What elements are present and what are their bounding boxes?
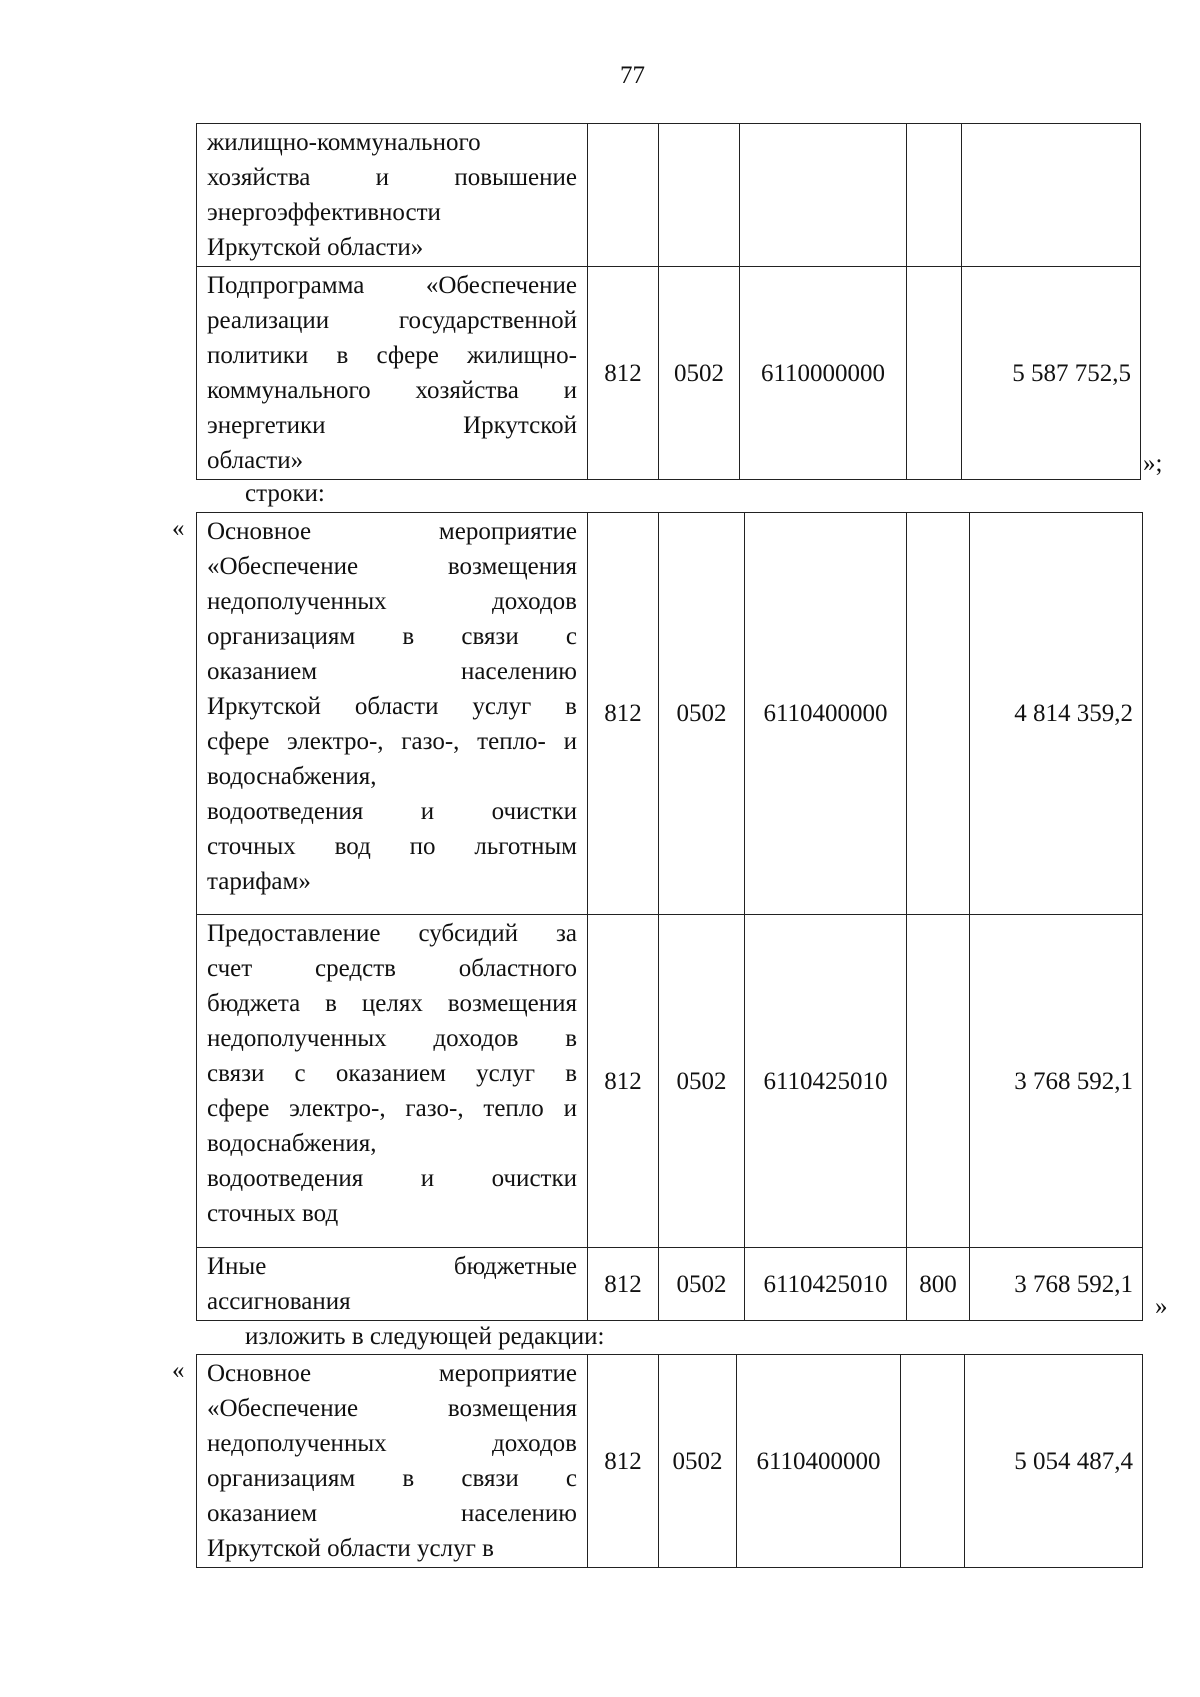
name-line: Основное мероприятие — [207, 1360, 577, 1387]
cs-cell: 6110400000 — [737, 1355, 901, 1568]
name-line: «Обеспечение возмещения — [207, 1395, 577, 1422]
name-line: Иркутской области услуг в — [207, 1535, 494, 1562]
name-line: сфере электро-, газо-, тепло- и — [207, 728, 577, 755]
name-line: реализации государственной — [207, 307, 577, 334]
label-rows: строки: — [245, 480, 325, 507]
opening-quote: « — [172, 515, 185, 542]
name-line: Иркутской области» — [207, 234, 424, 261]
gr-cell: 812 — [588, 915, 659, 1248]
name-line: водоотведения и очистки — [207, 1165, 577, 1192]
name-line: сфере электро-, газо-, тепло и — [207, 1095, 577, 1122]
name-line: хозяйства и повышение — [207, 164, 577, 191]
gr-cell: 812 — [588, 513, 659, 915]
name-line: ассигнования — [207, 1288, 351, 1315]
label-edit: изложить в следующей редакции: — [245, 1323, 605, 1350]
table-row — [197, 267, 1141, 480]
budget-table-continuation — [196, 123, 1141, 480]
rz-cell: 0502 — [659, 1355, 737, 1568]
cs-cell: 6110400000 — [745, 513, 907, 915]
name-line: бюджета в целях возмещения — [207, 990, 577, 1017]
name-line: водоотведения и очистки — [207, 798, 577, 825]
vr-cell — [907, 267, 962, 480]
row-name — [197, 124, 588, 267]
sum-cell: 4 814 359,2 — [970, 513, 1143, 915]
sum-cell: 3 768 592,1 — [970, 1248, 1143, 1321]
cs-cell — [740, 124, 907, 267]
table-row — [197, 1355, 1143, 1568]
table-row — [197, 915, 1143, 1248]
name-line: Предоставление субсидий за — [207, 920, 577, 947]
name-line: водоснабжения, — [207, 763, 377, 790]
name-line: «Обеспечение возмещения — [207, 553, 577, 580]
name-line: счет средств областного — [207, 955, 577, 982]
table-row — [197, 1248, 1143, 1321]
name-line: тарифам» — [207, 868, 311, 895]
rz-cell: 0502 — [659, 915, 745, 1248]
cs-cell: 6110425010 — [745, 915, 907, 1248]
name-line: недополученных доходов в — [207, 1025, 577, 1052]
closing-quote: » — [1155, 1293, 1168, 1320]
name-line: связи с оказанием услуг в — [207, 1060, 577, 1087]
vr-cell: 800 — [907, 1248, 970, 1321]
vr-cell — [907, 124, 962, 267]
sum-cell — [962, 124, 1141, 267]
name-line: организациям в связи с — [207, 623, 577, 650]
vr-cell — [907, 513, 970, 915]
name-line: области» — [207, 447, 304, 474]
page-number-text: 77 — [620, 62, 645, 89]
name-line: недополученных доходов — [207, 588, 577, 615]
rz-cell: 0502 — [659, 1248, 745, 1321]
closing-quote: »; — [1143, 450, 1163, 477]
row-name — [197, 1248, 588, 1321]
sum-cell: 5 054 487,4 — [965, 1355, 1143, 1568]
budget-table-rows — [196, 512, 1143, 1321]
sum-cell: 3 768 592,1 — [970, 915, 1143, 1248]
name-line: политики в сфере жилищно- — [207, 342, 577, 369]
name-line: водоснабжения, — [207, 1130, 377, 1157]
rz-cell — [659, 124, 740, 267]
name-line: Иные бюджетные — [207, 1253, 577, 1280]
name-line: сточных вод — [207, 1200, 339, 1227]
gr-cell: 812 — [588, 1355, 659, 1568]
table-row — [197, 513, 1143, 915]
gr-cell: 812 — [588, 1248, 659, 1321]
name-line: недополученных доходов — [207, 1430, 577, 1457]
gr-cell — [588, 124, 659, 267]
name-line: Основное мероприятие — [207, 518, 577, 545]
name-line: организациям в связи с — [207, 1465, 577, 1492]
vr-cell — [901, 1355, 965, 1568]
name-line: энергетики Иркутской — [207, 412, 577, 439]
rz-cell: 0502 — [659, 513, 745, 915]
gr-cell: 812 — [588, 267, 659, 480]
cs-cell: 6110000000 — [740, 267, 907, 480]
sum-cell: 5 587 752,5 — [962, 267, 1141, 480]
vr-cell — [907, 915, 970, 1248]
cs-cell: 6110425010 — [745, 1248, 907, 1321]
row-name — [197, 915, 588, 1248]
table-row — [197, 124, 1141, 267]
name-line: жилищно-коммунального — [207, 129, 481, 156]
row-name — [197, 267, 588, 480]
name-line: Подпрограмма «Обеспечение — [207, 272, 577, 299]
row-name — [197, 1355, 588, 1568]
name-line: коммунального хозяйства и — [207, 377, 577, 404]
budget-table-new-edition — [196, 1354, 1143, 1568]
name-line: Иркутской области услуг в — [207, 693, 577, 720]
name-line: оказанием населению — [207, 1500, 577, 1527]
opening-quote: « — [172, 1357, 185, 1384]
name-line: оказанием населению — [207, 658, 577, 685]
name-line: сточных вод по льготным — [207, 833, 577, 860]
rz-cell: 0502 — [659, 267, 740, 480]
name-line: энергоэффективности — [207, 199, 441, 226]
row-name — [197, 513, 588, 915]
